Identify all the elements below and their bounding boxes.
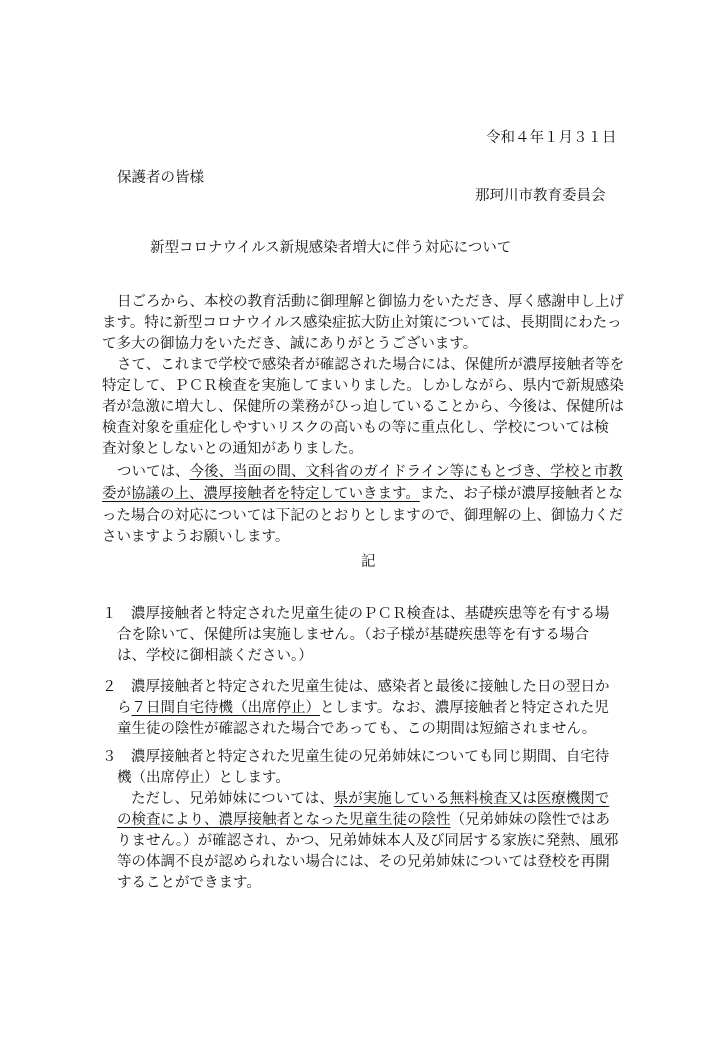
intro-p3-line1-pre: ついては、 xyxy=(117,464,190,480)
document-date: 令和４年１月３１日 xyxy=(486,130,617,146)
intro-p2-line4: 検査対象を重症化しやすいリスクの高いもの等に重点化し、学校については検 xyxy=(102,420,609,436)
item1-line2: 合を除いて、保健所は実施しません。（お子様が基礎疾患等を有する場合 xyxy=(117,627,589,643)
intro-p3-line3: った場合の対応については下記のとおりとしますので、御理解の上、御協力くだ xyxy=(102,508,624,524)
item3-line6: 等の体調不良が認められない場合には、その兄弟姉妹については登校を再開 xyxy=(117,854,610,870)
item3-line2: 機（出席停止）とします。 xyxy=(117,770,290,786)
intro-p3-underlined-1: 今後、当面の間、文科省のガイドライン等にもとづき、学校と市教 xyxy=(189,464,623,480)
item3-line4-post: （兄弟姉妹の陰性ではあ xyxy=(450,812,610,828)
item3-underlined-1: 県が実施している無料検査又は医療機関で xyxy=(333,791,610,807)
item1-line3: は、学校に御相談ください。） xyxy=(117,648,313,664)
item2-underlined: ７日間自宅待機（出席停止） xyxy=(131,700,320,716)
sender: 那珂川市教育委員会 xyxy=(475,188,606,204)
intro-p3-line1 xyxy=(117,462,623,482)
item3-line1: ３ 濃厚接触者と特定された児童生徒の兄弟姉妹についても同じ期間、自宅待 xyxy=(102,749,610,765)
document-title: 新型コロナウイルス新規感染者増大に伴う対応について xyxy=(150,240,512,256)
intro-p1-line1: 日ごろから、本校の教育活動に御理解と御協力をいただき、厚く感謝申し上げ xyxy=(117,294,624,310)
item2-line1: ２ 濃厚接触者と特定された児童生徒は、感染者と最後に接触した日の翌日か xyxy=(102,679,610,695)
intro-p1-line3: て多大の御協力をいただき、誠にありがとうございます。 xyxy=(102,336,478,352)
item3-line5: りません。）が確認され、かつ、兄弟姉妹本人及び同居する家族に発熱、風邪 xyxy=(117,833,619,849)
intro-p3-line4: さいますようお願いします。 xyxy=(102,529,290,545)
intro-p2-line1: さて、これまで学校で感染者が確認された場合には、保健所が濃厚接触者等を xyxy=(117,357,625,373)
intro-p3-line2-post: また、お子様が濃厚接触者とな xyxy=(419,486,623,502)
intro-p2-line3: 者が急激に増大し、保健所の業務がひっ迫していることから、今後は、保健所は xyxy=(102,399,624,415)
item2-line2-pre: ら xyxy=(117,700,132,716)
item3-underlined-2: の検査により、濃厚接触者となった児童生徒の陰性 xyxy=(117,812,451,828)
intro-p3-underlined-2: 委が協議の上、濃厚接触者を特定していきます。 xyxy=(102,486,420,502)
intro-p2-line5: 査対象としないとの通知がありました。 xyxy=(102,441,363,457)
intro-p2-line2: 特定して、ＰＣＲ検査を実施してまいりました。しかしながら、県内で新規感染 xyxy=(102,378,624,394)
item3-line7: することができます。 xyxy=(117,875,261,891)
item2-line2 xyxy=(117,698,609,718)
intro-p1-line2: ます。特に新型コロナウイルス感染症拡大防止対策については、長期間にわたっ xyxy=(102,315,622,331)
item2-line3: 童生徒の陰性が確認された場合であっても、この期間は短縮されません。 xyxy=(117,721,597,737)
intro-p3-line2 xyxy=(102,484,623,504)
item3-line3-pre: ただし、兄弟姉妹については、 xyxy=(131,791,334,807)
ki-heading: 記 xyxy=(361,554,376,570)
item1-line1: １ 濃厚接触者と特定された児童生徒のＰＣＲ検査は、基礎疾患等を有する場 xyxy=(102,606,610,622)
recipient: 保護者の皆様 xyxy=(117,170,204,186)
item3-line3 xyxy=(131,789,609,809)
item2-line2-post: とします。なお、濃厚接触者と特定された児 xyxy=(320,700,609,716)
item3-line4 xyxy=(117,810,610,830)
